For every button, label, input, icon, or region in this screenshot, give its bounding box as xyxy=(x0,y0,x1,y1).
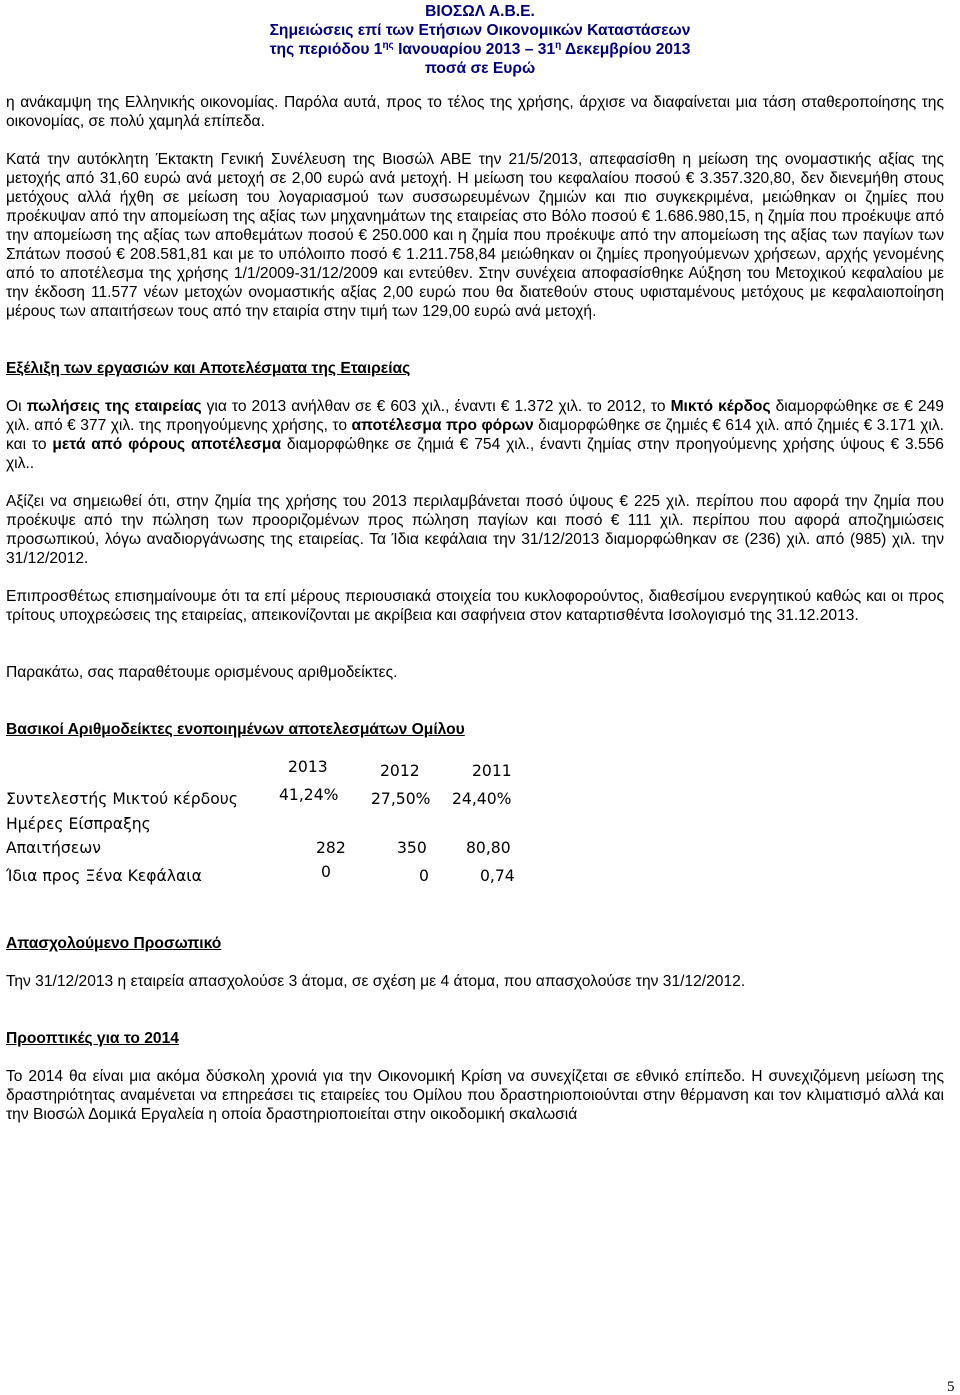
company-name: ΒΙΟΣΩΛ Α.Β.Ε. xyxy=(425,3,535,20)
cell-receivables-2013: 282 xyxy=(316,839,346,857)
ratios-table xyxy=(6,758,944,888)
header-title: Σημειώσεις επί των Ετήσιων Οικονομικών Καταστάσεων xyxy=(269,22,691,39)
header-currency: ποσά σε Ευρώ xyxy=(424,60,536,77)
cell-receivables-2012: 350 xyxy=(397,839,427,857)
year-header-2012: 2012 xyxy=(380,762,420,780)
cell-equity-to-debt-2012: 0 xyxy=(419,867,429,885)
heading-outlook: Προοπτικές για το 2014 xyxy=(6,1030,179,1047)
cell-equity-to-debt-2011: 0,74 xyxy=(480,867,515,885)
cell-gross-margin-2011: 24,40% xyxy=(452,790,512,808)
document-body xyxy=(6,93,944,1124)
row-label-equity-to-debt: Ίδια προς Ξένα Κεφάλαια xyxy=(6,867,202,885)
cell-gross-margin-2013: 41,24% xyxy=(279,786,339,804)
page-header xyxy=(0,2,960,78)
heading-ratios: Βασικοί Αριθμοδείκτες ενοποιημένων αποτελεσμάτων Ομίλου xyxy=(6,721,465,738)
paragraph-ratios-intro: Παρακάτω, σας παραθέτουμε ορισμένους αριθμοδείκτες. xyxy=(6,664,398,681)
paragraph-outlook: Το 2014 θα είναι μια ακόμα δύσκολη χρονιά για την Οικονομική Κρίση να συνεχίζεται σε εθνικό επίπεδο. Η συνεχιζόμενη μείωση της δραστηριότητας αναμένεται να επηρεάσει τις εταιρείες του Ομίλου που δραστηριοποιούνται στην θέρμανση και τον κλιματισμό αλλά και την Βιοσώλ Δομικά Εργαλεία η οποία δραστηριοποιείται στην οικοδομική σκαλωσιά xyxy=(6,1068,944,1123)
heading-operations: Εξέλιξη των εργασιών και Αποτελέσματα της Εταιρείας xyxy=(6,360,411,377)
row-label-receivables: Απαιτήσεων xyxy=(6,839,101,857)
header-period: της περιόδου $1^{\eta\varsigma}$ Ιανουαρίου $2013 - 31^\eta$ Δεκεμβρίου 2013 xyxy=(269,40,691,58)
paragraph-personnel: Την 31/12/2013 η εταιρεία απασχολούσε 3 άτομα, σε σχέση με 4 άτομα, που απασχολούσε την 31/12/2012. xyxy=(6,973,746,990)
paragraph-share-capital: Κατά την αυτόκλητη Έκτακτη Γενική Συνέλευση της Βιοσώλ ΑΒΕ την 21/5/2013, απεφασίσθη η μείωση της ονομαστικής αξίας της μετοχής από 31,60 ευρώ ανά μετοχή σε 2,00 ευρώ ανά μετοχή. Η μείωση του κεφαλαίου ποσού € 3.357.320,80, δεν διενεμήθη στους μετόχους αλλά ήχθη σε μείωση του λογαριασμού των συσσωρευμένων ζημιών και πιο συγκεκριμένα, μειώθηκαν οι ζημίες που προέκυψαν από την απομείωση της αξίας των μηχανημάτων της εταιρείας στο Βόλο ποσού € 1.686.980,15, η ζημία που προέκυψε από την απομείωση της αξίας των αποθεμάτων ποσού € 250.000 και η ζημία που προέκυψε από την απομείωση της αξίας των παγίων των Σπάτων ποσού € 208.581,81 και με το υπόλοιπο ποσό € 1.211.758,84 μειώθηκαν οι ζημίες προηγούμενων χρήσεων, αρχής γενομένης από το αποτέλεσμα της χρήσης 1/1/2009-31/12/2009 και εντεύθεν. Στην συνέχεια αποφασίσθηκε Αύξηση του Μετοχικού κεφαλαίου με την έκδοση 11.577 νέων μετοχών ονομαστικής αξίας 2,00 ευρώ που θα διατεθούν στους υφισταμένους μετόχους με κεφαλαιοποίηση μέρους των απαιτήσεων τους από την εταιρία στην τιμή των 129,00 ευρώ ανά μετοχή. xyxy=(6,151,944,320)
cell-receivables-2011: 80,80 xyxy=(466,839,511,857)
paragraph-balance-sheet: Επιπροσθέτως επισημαίνουμε ότι τα επί μέρους περιουσιακά στοιχεία του κυκλοφορούντος, διαθεσίμου ενεργητικού καθώς και οι προς τρίτους υποχρεώσεις της εταιρείας, απεικονίζονται με ακρίβεια και σαφήνεια στον καταρτισθέντα Ισολογισμό της 31.12.2013. xyxy=(6,588,944,624)
year-header-2013: 2013 xyxy=(288,758,328,776)
year-header-2011: 2011 xyxy=(472,762,512,780)
cell-gross-margin-2012: 27,50% xyxy=(371,790,431,808)
paragraph-results: Οι πωλήσεις της εταιρείας για το 2013 ανήλθαν σε € 603 χιλ., έναντι € 1.372 χιλ. το 2012, το Μικτό κέρδος διαμορφώθηκε σε € 249 χιλ. από € 377 χιλ. της προηγούμενης χρήσης, το αποτέλεσμα προ φόρων διαμορφώθηκε σε ζημιές € 614 χιλ. από ζημιές € 3.171 χιλ. και το μετά από φόρους αποτέλεσμα διαμορφώθηκε σε ζημιά € 754 χιλ., έναντι ζημίας στην προηγούμενης χρήσης ύψους € 3.556 χιλ.. xyxy=(6,398,944,472)
paragraph-losses: Αξίζει να σημειωθεί ότι, στην ζημία της χρήσης του 2013 περιλαμβάνεται ποσό ύψους € 225 χιλ. περίπου που αφορά την ζημία που προέκυψε από την πώληση των προοριζομένων προς πώληση παγίων και ποσό € 111 χιλ. περίπου που αφορά αποζημιώσεις προσωπικού, λόγω αναδιοργάνωσης της εταιρείας. Τα Ίδια κεφάλαια την 31/12/2013 διαμορφώθηκαν σε (236) χιλ. από (985) χιλ. την 31/12/2012. xyxy=(6,493,944,567)
row-label-collection-days: Ημέρες Είσπραξης xyxy=(6,815,151,833)
paragraph-economy: η ανάκαμψη της Ελληνικής οικονομίας. Παρόλα αυτά, προς το τέλος της χρήσης, άρχισε να διαφαίνεται μια τάση σταθεροποίησης της οικονομίας, σε πολύ χαμηλά επίπεδα. xyxy=(6,94,944,130)
heading-personnel: Απασχολούμενο Προσωπικό xyxy=(6,935,222,952)
row-label-gross-margin: Συντελεστής Μικτού κέρδους xyxy=(6,790,238,808)
page-number: 5 xyxy=(947,1379,955,1395)
cell-equity-to-debt-2013: 0 xyxy=(321,863,331,881)
